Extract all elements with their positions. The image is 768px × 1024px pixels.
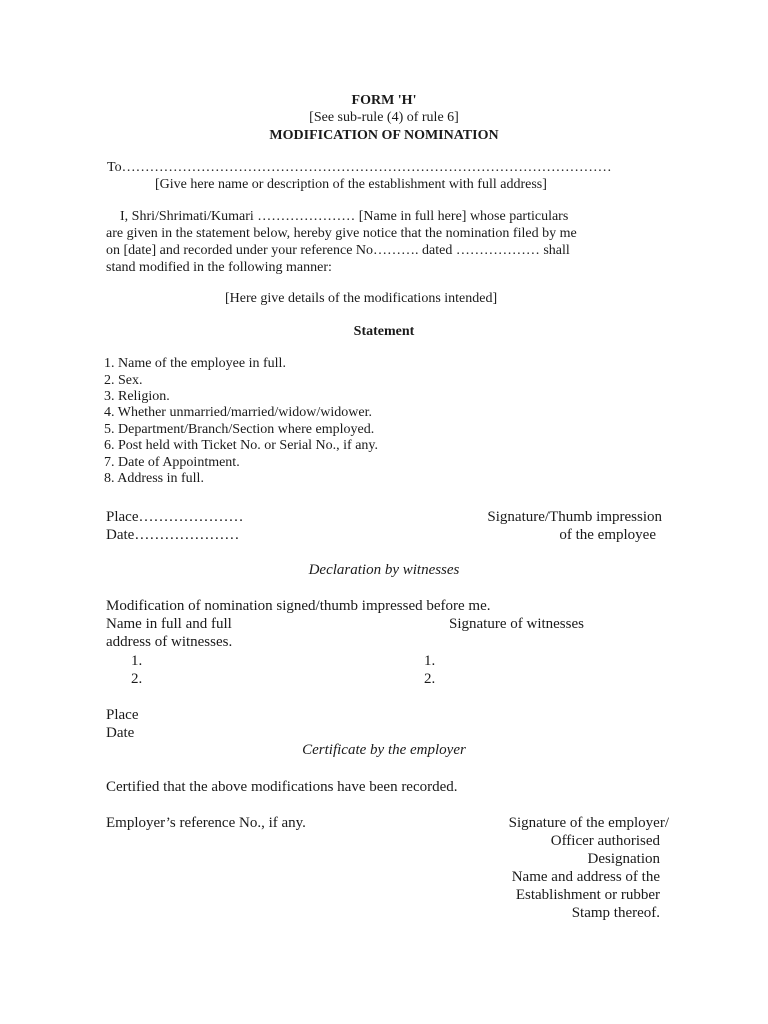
statement-heading: Statement <box>353 324 415 339</box>
employer-signature-line: Establishment or rubber <box>515 887 660 903</box>
witness-name-label-1: Name in full and full <box>106 616 232 632</box>
employee-signature-line-1: Signature/Thumb impression <box>487 509 662 525</box>
intro-line-3: on [date] and recorded under your reference No………. dated ……………… shall <box>106 243 570 258</box>
certificate-statement: Certified that the above modifications have been recorded. <box>106 779 458 795</box>
employer-signature-line: Signature of the employer/ <box>508 815 669 831</box>
statement-item: 5. Department/Branch/Section where employed. <box>104 422 375 437</box>
statement-item: 8. Address in full. <box>104 471 204 486</box>
witness-left-number: 2. <box>131 671 143 687</box>
intro-line-2: are given in the statement below, hereby give notice that the nomination filed by me <box>106 226 577 241</box>
witness-signature-label: Signature of witnesses <box>449 616 584 632</box>
employer-signature-line: Name and address of the <box>511 869 660 885</box>
witness-right-number: 1. <box>424 653 436 669</box>
employee-signature-line-2: of the employee <box>559 527 656 543</box>
to-note: [Give here name or description of the establishment with full address] <box>155 177 547 192</box>
witness-heading: Declaration by witnesses <box>308 562 460 578</box>
employee-place: Place………………… <box>106 509 244 525</box>
employer-signature-line: Designation <box>587 851 660 867</box>
statement-item: 2. Sex. <box>104 373 143 388</box>
employee-date: Date………………… <box>106 527 240 543</box>
form-title: FORM 'H' <box>351 93 417 108</box>
form-sub-rule: [See sub-rule (4) of rule 6] <box>309 110 459 125</box>
certificate-heading: Certificate by the employer <box>302 742 466 758</box>
employer-signature-line: Officer authorised <box>550 833 660 849</box>
statement-item: 6. Post held with Ticket No. or Serial No., if any. <box>104 438 379 453</box>
form-main-title: MODIFICATION OF NOMINATION <box>269 128 499 143</box>
statement-item: 4. Whether unmarried/married/widow/widower. <box>104 405 372 420</box>
witness-left-number: 1. <box>131 653 143 669</box>
witness-right-number: 2. <box>424 671 436 687</box>
intro-line-1: I, Shri/Shrimati/Kumari ………………… [Name in full here] whose particulars <box>120 209 569 224</box>
modifications-note: [Here give details of the modifications intended] <box>225 291 498 306</box>
employer-signature-line: Stamp thereof. <box>571 905 660 921</box>
intro-line-4: stand modified in the following manner: <box>106 260 332 275</box>
statement-item: 3. Religion. <box>104 389 170 404</box>
statement-item: 1. Name of the employee in full. <box>104 356 286 371</box>
witness-statement: Modification of nomination signed/thumb impressed before me. <box>106 598 491 614</box>
witness-name-label-2: address of witnesses. <box>106 634 233 650</box>
employer-reference: Employer’s reference No., if any. <box>106 815 306 831</box>
witness-place: Place <box>106 707 139 723</box>
statement-item: 7. Date of Appointment. <box>104 455 240 470</box>
witness-date: Date <box>106 725 135 741</box>
to-line: To…………………………………………………………………………………………… <box>107 160 612 175</box>
